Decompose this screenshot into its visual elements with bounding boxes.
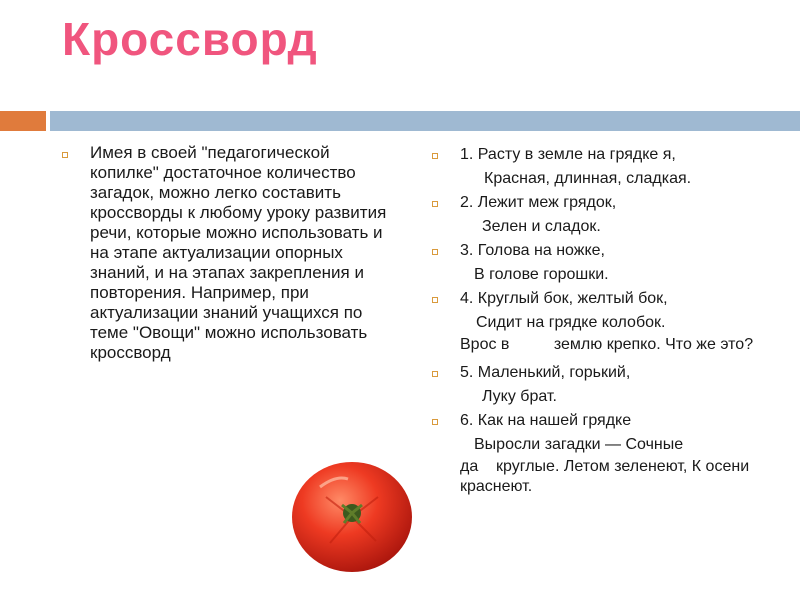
riddle-line: 4. Круглый бок, желтый бок,: [460, 290, 668, 307]
riddle-line: да круглые. Летом зеленеют, К осени краснеют.: [460, 458, 754, 495]
riddle-line: Красная, длинная, сладкая.: [484, 170, 692, 187]
tomato-icon: [290, 457, 414, 575]
bullet-icon: [432, 419, 438, 425]
riddle-6: [432, 409, 772, 497]
riddle-3: [432, 239, 772, 287]
slide-title: Кроссворд: [62, 13, 318, 65]
riddle-4: [432, 287, 772, 355]
riddle-line: Выросли загадки — Сочные: [474, 436, 684, 453]
riddle-line: Врос в землю крепко. Что же это?: [460, 336, 754, 353]
riddle-line: 2. Лежит меж грядок,: [460, 194, 617, 211]
bullet-icon: [432, 371, 438, 377]
bullet-icon: [432, 153, 438, 159]
bullet-icon: [432, 201, 438, 207]
left-column: [62, 143, 402, 363]
riddle-line: Зелен и сладок.: [482, 218, 601, 235]
riddle-line: 6. Как на нашей грядке: [460, 412, 632, 429]
riddle-2: [432, 191, 772, 239]
riddle-line: 5. Маленький, горький,: [460, 364, 631, 381]
riddle-line: 1. Расту в земле на грядке я,: [460, 146, 676, 163]
riddle-line: Луку брат.: [482, 388, 557, 405]
riddle-line: Сидит на грядке колобок.: [476, 314, 666, 331]
riddle-line: В голове горошки.: [474, 266, 609, 283]
bullet-icon: [432, 249, 438, 255]
riddles-column: [432, 143, 772, 497]
riddle-5: [432, 361, 772, 409]
bullet-icon: [62, 152, 68, 158]
intro-paragraph: Имея в своей "педагогической копилке" достаточное количество загадок, можно легко составить кроссворды к любому уроку развития речи, которые можно использовать и на этапе актуализации опорных знаний, и на этапах закрепления и повторения. Например, при актуализации знаний учащихся по теме "Овощи" можно использовать кроссворд: [90, 143, 387, 362]
accent-bar: [0, 111, 46, 131]
riddle-line: 3. Голова на ножке,: [460, 242, 605, 259]
bullet-icon: [432, 297, 438, 303]
riddle-1: [432, 143, 772, 191]
header-bar: [50, 111, 800, 131]
